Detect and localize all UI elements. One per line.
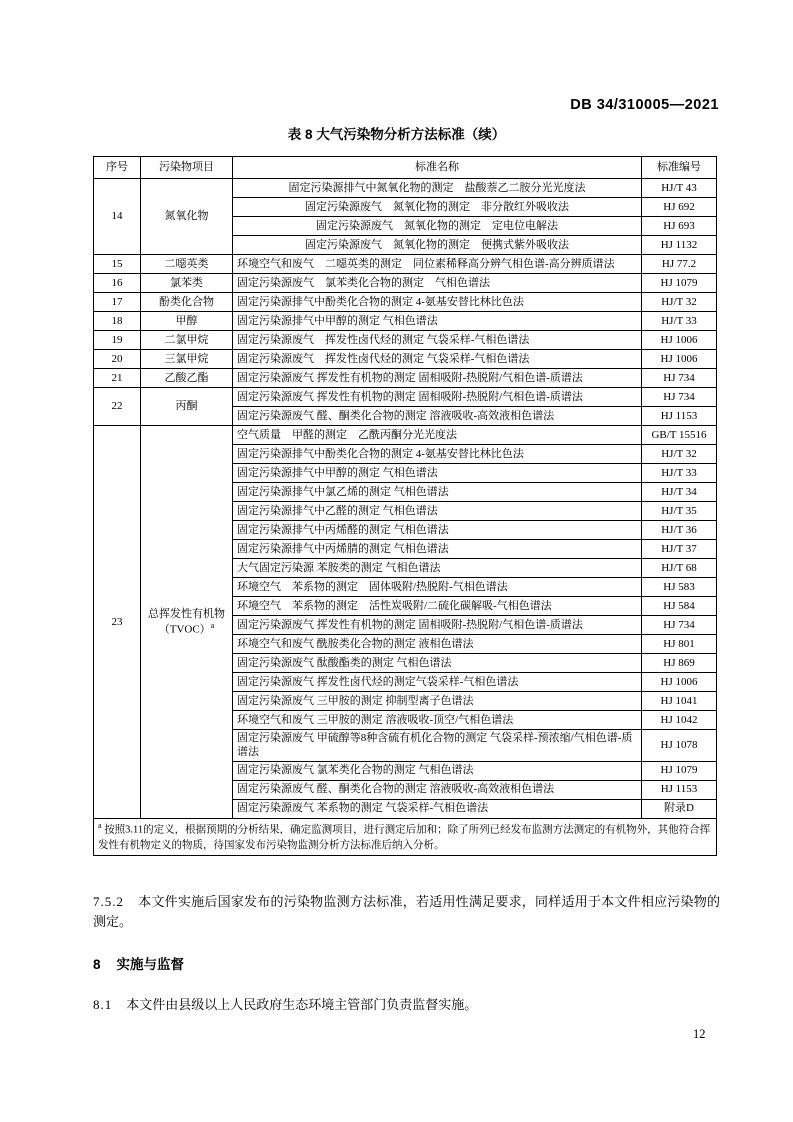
clause-text: 本文件由县级以上人民政府生态环境主管部门负责监督实施。 — [126, 997, 478, 1012]
standard-name-cell: 固定污染源废气 氯苯类化合物的测定 气相色谱法 — [233, 761, 642, 780]
footnote-row — [94, 818, 717, 855]
standard-code-cell: HJ 1153 — [642, 407, 717, 426]
clause-number: 8.1 — [93, 997, 113, 1012]
standard-code-cell: HJ/T 43 — [642, 179, 717, 198]
standard-name-cell: 固定污染源排气中丙烯腈的测定 气相色谱法 — [233, 540, 642, 559]
standard-name-cell: 固定污染源排气中甲醇的测定 气相色谱法 — [233, 464, 642, 483]
standard-name-cell: 固定污染源废气 挥发性卤代烃的测定气袋采样-气相色谱法 — [233, 673, 642, 692]
standard-name-cell: 固定污染源废气 挥发性有机物的测定 固相吸附-热脱附/气相色谱-质谱法 — [233, 388, 642, 407]
standard-name-cell: 固定污染源废气 氮氧化物的测定 非分散红外吸收法 — [233, 198, 642, 217]
pollutant-cell: 氮氧化物 — [141, 179, 233, 255]
standard-code-cell: HJ 77.2 — [642, 255, 717, 274]
row-no-cell: 23 — [94, 426, 141, 819]
standard-code-cell: HJ/T 36 — [642, 521, 717, 540]
standard-name-cell: 环境空气和废气 二噁英类的测定 同位素稀释高分辨气相色谱-高分辨质谱法 — [233, 255, 642, 274]
table-row — [94, 350, 717, 369]
column-header: 序号 — [94, 157, 141, 179]
table-row — [94, 255, 717, 274]
standard-code-cell: HJ 1041 — [642, 692, 717, 711]
pollutant-cell: 总挥发性有机物（TVOC）$^a$ — [141, 426, 233, 819]
standard-name-cell: 固定污染源废气 醛、酮类化合物的测定 溶液吸收-高效液相色谱法 — [233, 407, 642, 426]
standard-code-cell: HJ 734 — [642, 369, 717, 388]
standards-table — [93, 156, 717, 856]
standard-name-cell: 固定污染源废气 苯系物的测定 气袋采样-气相色谱法 — [233, 799, 642, 818]
standard-code-cell: HJ 1078 — [642, 730, 717, 762]
standard-code-cell: HJ 1079 — [642, 274, 717, 293]
doc-number: DB 34/310005—2021 — [570, 97, 719, 113]
standard-name-cell: 固定污染源排气中丙烯醛的测定 气相色谱法 — [233, 521, 642, 540]
standard-name-cell: 固定污染源排气中酚类化合物的测定 4-氨基安替比林比色法 — [233, 445, 642, 464]
standard-code-cell: HJ 1153 — [642, 780, 717, 799]
pollutant-cell: 二氯甲烷 — [141, 331, 233, 350]
table-title: 表 8 大气污染物分析方法标准（续） — [287, 127, 506, 142]
standard-code-cell: HJ 693 — [642, 217, 717, 236]
standard-name-cell: 固定污染源排气中乙醛的测定 气相色谱法 — [233, 502, 642, 521]
pollutant-cell: 二噁英类 — [141, 255, 233, 274]
section-number: 8 — [93, 957, 101, 972]
pollutant-cell: 乙酸乙酯 — [141, 369, 233, 388]
row-no-cell: 16 — [94, 274, 141, 293]
table-row — [94, 274, 717, 293]
standard-code-cell: HJ 734 — [642, 616, 717, 635]
row-no-cell: 22 — [94, 388, 141, 426]
standard-name-cell: 大气固定污染源 苯胺类的测定 气相色谱法 — [233, 559, 642, 578]
standard-name-cell: 固定污染源废气 挥发性有机物的测定 固相吸附-热脱附/气相色谱-质谱法 — [233, 616, 642, 635]
standard-name-cell: 固定污染源废气 氮氧化物的测定 便携式紫外吸收法 — [233, 236, 642, 255]
standard-code-cell: HJ/T 35 — [642, 502, 717, 521]
standard-name-cell: 环境空气和废气 三甲胺的测定 溶液吸收-顶空/气相色谱法 — [233, 711, 642, 730]
column-header: 标准编号 — [642, 157, 717, 179]
standard-code-cell: HJ/T 37 — [642, 540, 717, 559]
standard-code-cell: 附录D — [642, 799, 717, 818]
standard-code-cell: HJ 692 — [642, 198, 717, 217]
standard-name-cell: 固定污染源排气中甲醇的测定 气相色谱法 — [233, 312, 642, 331]
table-header-row — [94, 157, 717, 179]
standard-name-cell: 固定污染源废气 氮氧化物的测定 定电位电解法 — [233, 217, 642, 236]
superscript-a: a — [210, 620, 215, 630]
standard-code-cell: HJ 1006 — [642, 673, 717, 692]
row-no-cell: 21 — [94, 369, 141, 388]
clause-7-5-2 — [93, 892, 720, 932]
standard-code-cell: HJ 1079 — [642, 761, 717, 780]
standard-code-cell: HJ 869 — [642, 654, 717, 673]
standard-name-cell: 环境空气 苯系物的测定 固体吸附/热脱附-气相色谱法 — [233, 578, 642, 597]
row-no-cell: 20 — [94, 350, 141, 369]
pollutant-cell: 丙酮 — [141, 388, 233, 426]
row-no-cell: 19 — [94, 331, 141, 350]
standard-name-cell: 固定污染源排气中氯乙烯的测定 气相色谱法 — [233, 483, 642, 502]
pollutant-cell: 酚类化合物 — [141, 293, 233, 312]
standard-name-cell: 固定污染源废气 挥发性有机物的测定 固相吸附-热脱附/气相色谱-质谱法 — [233, 369, 642, 388]
standard-code-cell: HJ 584 — [642, 597, 717, 616]
standard-name-cell: 固定污染源废气 醛、酮类化合物的测定 溶液吸收-高效液相色谱法 — [233, 780, 642, 799]
standard-code-cell: HJ/T 32 — [642, 293, 717, 312]
table-body — [94, 179, 717, 856]
row-no-cell: 14 — [94, 179, 141, 255]
standard-name-cell: 固定污染源废气 甲硫醇等8种含硫有机化合物的测定 气袋采样-预浓缩/气相色谱-质谱法 — [233, 730, 642, 762]
row-no-cell: 17 — [94, 293, 141, 312]
row-no-cell: 15 — [94, 255, 141, 274]
clause-8-1 — [93, 995, 720, 1015]
standard-code-cell: HJ 1132 — [642, 236, 717, 255]
table-row — [94, 426, 717, 445]
pollutant-cell: 甲醇 — [141, 312, 233, 331]
standard-code-cell: HJ/T 33 — [642, 312, 717, 331]
standard-code-cell: HJ 1006 — [642, 350, 717, 369]
table-row — [94, 293, 717, 312]
section-title: 实施与监督 — [116, 957, 185, 972]
table-row — [94, 369, 717, 388]
standard-code-cell: GB/T 15516 — [642, 426, 717, 445]
pollutant-cell: 三氯甲烷 — [141, 350, 233, 369]
standard-code-cell: HJ/T 32 — [642, 445, 717, 464]
clause-number: 7.5.2 — [93, 894, 124, 909]
standard-code-cell: HJ/T 34 — [642, 483, 717, 502]
row-no-cell: 18 — [94, 312, 141, 331]
table-row — [94, 179, 717, 198]
standard-name-cell: 固定污染源废气 挥发性卤代烃的测定 气袋采样-气相色谱法 — [233, 331, 642, 350]
standard-name-cell: 固定污染源废气 氯苯类化合物的测定 气相色谱法 — [233, 274, 642, 293]
standard-name-cell: 固定污染源废气 挥发性卤代烃的测定 气袋采样-气相色谱法 — [233, 350, 642, 369]
standard-name-cell: 环境空气 苯系物的测定 活性炭吸附/二硫化碳解吸-气相色谱法 — [233, 597, 642, 616]
table-footnote: $^a$ 按照3.11的定义，根据预期的分析结果，确定监测项目，进行测定后加和；除了所列已经发布监测方法测定的有机物外，其他符合挥发性有机物定义的物质，待国家发布污染物监测分析方法标准后纳入分析。 — [94, 818, 717, 855]
standard-code-cell: HJ 1006 — [642, 331, 717, 350]
standard-name-cell: 固定污染源排气中氮氧化物的测定 盐酸萘乙二胺分光光度法 — [233, 179, 642, 198]
standard-name-cell: 空气质量 甲醛的测定 乙酰丙酮分光光度法 — [233, 426, 642, 445]
table-row — [94, 388, 717, 407]
section-8-heading — [93, 953, 184, 973]
page-number: 12 — [693, 1027, 706, 1041]
table-row — [94, 312, 717, 331]
standard-name-cell: 固定污染源废气 三甲胺的测定 抑制型离子色谱法 — [233, 692, 642, 711]
column-header: 标准名称 — [233, 157, 642, 179]
superscript-a: a — [98, 820, 102, 830]
standard-name-cell: 环境空气和废气 酰胺类化合物的测定 液相色谱法 — [233, 635, 642, 654]
standard-code-cell: HJ 1042 — [642, 711, 717, 730]
standard-code-cell: HJ 801 — [642, 635, 717, 654]
column-header: 污染物项目 — [141, 157, 233, 179]
standard-code-cell: HJ/T 33 — [642, 464, 717, 483]
standard-code-cell: HJ 734 — [642, 388, 717, 407]
standard-code-cell: HJ 583 — [642, 578, 717, 597]
standard-code-cell: HJ/T 68 — [642, 559, 717, 578]
pollutant-cell: 氯苯类 — [141, 274, 233, 293]
table-row — [94, 331, 717, 350]
table-row — [94, 157, 717, 179]
standard-name-cell: 固定污染源排气中酚类化合物的测定 4-氨基安替比林比色法 — [233, 293, 642, 312]
standard-name-cell: 固定污染源废气 酞酸酯类的测定 气相色谱法 — [233, 654, 642, 673]
clause-text: 本文件实施后国家发布的污染物监测方法标准，若适用性满足要求，同样适用于本文件相应污染物的测定。 — [93, 894, 720, 930]
